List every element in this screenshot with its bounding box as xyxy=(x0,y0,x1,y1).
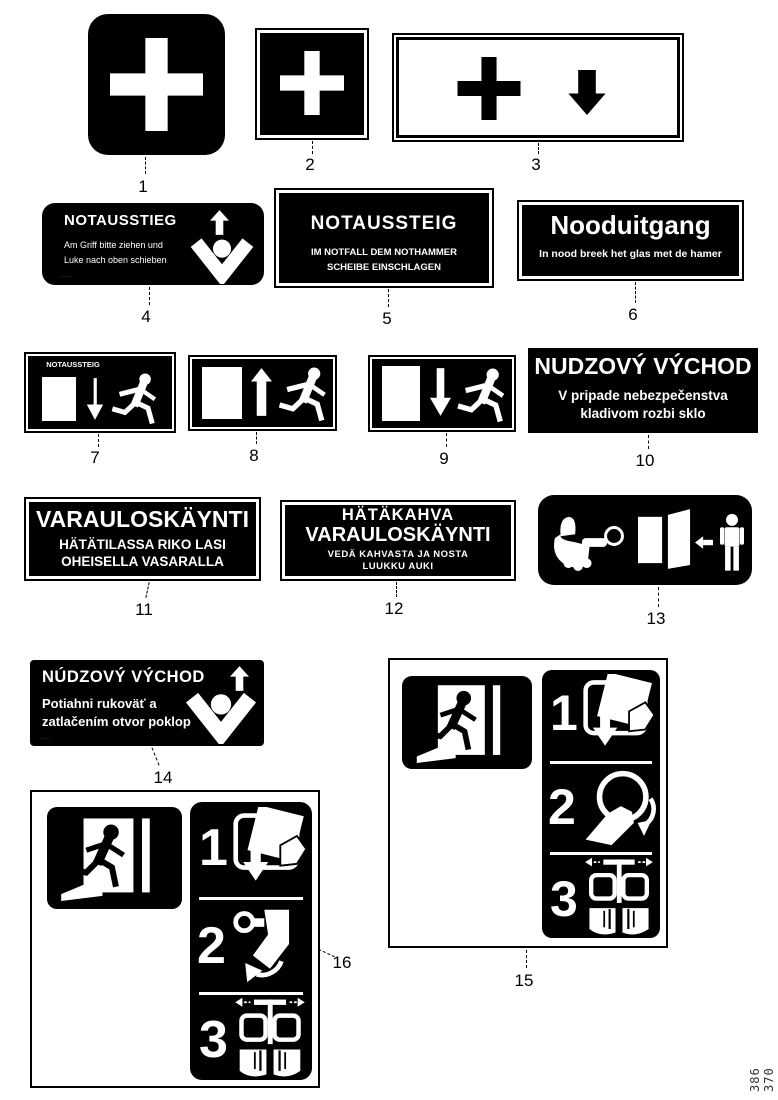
exit-pictogram-box xyxy=(47,807,182,909)
sign-line: OHEISELLA VASARALLA xyxy=(61,554,224,569)
running-man-icon xyxy=(276,366,331,421)
callout-12: 12 xyxy=(384,599,404,618)
sign-16-exit-instruction-panel xyxy=(30,790,320,1088)
leader-line xyxy=(388,289,389,307)
leader-line xyxy=(312,141,313,154)
step-divider xyxy=(550,852,652,855)
running-man-through-door-icon xyxy=(412,682,522,763)
sign-4-notausstieg-hatch xyxy=(42,203,264,285)
sign-title: NOTAUSSTIEG xyxy=(64,212,177,229)
leader-line xyxy=(648,435,649,449)
sign-title: HÄTÄKAHVA xyxy=(341,506,455,524)
callout-14: 14 xyxy=(153,768,173,787)
sign-line: zatlačením otvor poklop xyxy=(42,714,191,729)
person-lifting-hatch-icon xyxy=(182,688,260,744)
door-opening xyxy=(202,367,242,419)
sign-1-first-aid-large xyxy=(88,14,225,155)
step-3-number: 3 xyxy=(550,871,578,927)
leader-line xyxy=(635,282,636,303)
double-door-open-icon xyxy=(638,509,692,569)
remove-cover-icon xyxy=(582,674,658,756)
step-divider xyxy=(199,897,303,900)
leader-line xyxy=(526,950,527,968)
callout-3: 3 xyxy=(531,155,541,174)
callout-4: 4 xyxy=(141,307,151,326)
door-opening xyxy=(42,377,76,421)
micro-part-code: ···· xyxy=(42,736,52,741)
sign-3-first-aid-below xyxy=(392,33,684,142)
door-opening xyxy=(382,366,420,421)
sign-title: VARAULOSKÄYNTI xyxy=(36,506,249,532)
step-divider xyxy=(199,992,303,995)
callout-1: 1 xyxy=(138,177,148,196)
callout-15: 15 xyxy=(514,971,534,990)
callout-5: 5 xyxy=(382,309,392,328)
turn-handle-icon xyxy=(580,767,658,849)
person-lifting-hatch-icon xyxy=(188,234,256,284)
leader-line xyxy=(256,432,257,444)
sign-8-exit-up xyxy=(188,355,337,431)
sign-6-nooduitgang xyxy=(517,200,744,281)
sign-2-first-aid-small xyxy=(255,28,369,140)
micro-part-code: ····· xyxy=(60,274,72,279)
sign-line: In nood breek het glas met de hamer xyxy=(539,248,722,260)
leader-line xyxy=(145,582,149,598)
down-arrow-icon xyxy=(85,377,105,421)
down-arrow-icon xyxy=(430,366,451,418)
running-man-through-door-icon xyxy=(57,815,172,901)
sign-7-exit-down-labeled xyxy=(24,352,176,433)
sign-line: kladivom rozbi sklo xyxy=(580,406,706,421)
sign-15-exit-instruction-panel xyxy=(388,658,668,948)
sign-14-nudzovy-vychod-hatch xyxy=(30,660,264,746)
sign-line: SCHEIBE EINSCHLAGEN xyxy=(326,262,441,273)
step-2-number: 2 xyxy=(548,779,576,835)
callout-11: 11 xyxy=(135,600,153,619)
down-arrow-icon xyxy=(568,70,606,115)
leader-line xyxy=(151,748,159,766)
step-3-number: 3 xyxy=(199,1011,228,1069)
callout-7: 7 xyxy=(90,448,100,467)
step-1-number: 1 xyxy=(550,685,578,741)
leader-line xyxy=(658,587,659,607)
sign-line: VEDÄ KAHVASTA JA NOSTA xyxy=(327,549,469,560)
step-divider xyxy=(550,761,652,764)
exit-pictogram-box xyxy=(402,676,532,769)
hand-pressing-button-icon xyxy=(551,513,607,571)
drawing-number: 386 370 xyxy=(748,1067,776,1092)
callout-8: 8 xyxy=(249,446,259,465)
callout-16: 16 xyxy=(332,953,352,972)
sign-9-exit-down xyxy=(368,355,516,432)
leader-line xyxy=(149,287,150,305)
callout-2: 2 xyxy=(305,155,315,174)
leader-line xyxy=(98,434,99,447)
first-aid-cross-icon xyxy=(109,38,204,131)
standing-person-icon xyxy=(720,512,744,572)
turn-handle-icon xyxy=(230,902,310,986)
up-arrow-icon xyxy=(251,367,272,417)
sign-5-notaussteig-hammer xyxy=(274,188,494,288)
leader-line xyxy=(145,157,146,174)
left-arrow-icon xyxy=(695,536,713,549)
sign-title: Nooduitgang xyxy=(550,210,711,240)
first-aid-cross-icon xyxy=(457,57,521,120)
sign-10-nudzovy-vychod xyxy=(528,348,758,433)
step-2-number: 2 xyxy=(197,917,226,975)
steps-panel xyxy=(542,670,660,938)
micro-part-code: ··· xyxy=(729,572,736,577)
leader-line xyxy=(396,582,397,597)
sign-title: NOTAUSSTEIG xyxy=(310,213,458,234)
sign-title: NÚDZOVÝ VÝCHOD xyxy=(42,668,205,686)
leader-line xyxy=(538,143,539,154)
running-man-icon xyxy=(108,372,162,424)
up-arrow-icon xyxy=(210,210,229,235)
first-aid-cross-icon xyxy=(280,51,344,115)
sign-line: HÄTÄTILASSA RIKO LASI xyxy=(59,537,226,552)
sign-12-hatakahva xyxy=(280,500,516,581)
leader-line xyxy=(446,433,447,447)
button-ring-icon xyxy=(603,525,625,547)
push-doors-apart-icon xyxy=(232,996,308,1078)
running-man-icon xyxy=(454,367,510,422)
sign-13-press-button-exit xyxy=(538,495,752,585)
sign-line: LUUKKU AUKI xyxy=(362,561,434,572)
sign-line: IM NOTFALL DEM NOTHAMMER xyxy=(310,247,457,258)
callout-6: 6 xyxy=(628,305,638,324)
sign-title: NOTAUSSTEIG xyxy=(46,360,100,369)
sign-line: Am Griff bitte ziehen und xyxy=(64,240,163,250)
sign-line: Luke nach oben schieben xyxy=(64,255,167,265)
sign-title: NUDZOVÝ VÝCHOD xyxy=(534,353,752,379)
callout-9: 9 xyxy=(439,449,449,468)
sign-11-varauloskaynti xyxy=(24,497,261,581)
sign-title: VARAULOSKÄYNTI xyxy=(305,524,491,546)
step-1-number: 1 xyxy=(199,819,228,877)
callout-13: 13 xyxy=(646,609,666,628)
push-doors-apart-icon xyxy=(582,856,656,936)
steps-panel xyxy=(190,802,312,1080)
callout-10: 10 xyxy=(635,451,655,470)
sign-line: Potiahni rukoväť a xyxy=(42,696,157,711)
sign-line: V pripade nebezpečenstva xyxy=(558,388,728,403)
remove-cover-icon xyxy=(232,807,310,891)
